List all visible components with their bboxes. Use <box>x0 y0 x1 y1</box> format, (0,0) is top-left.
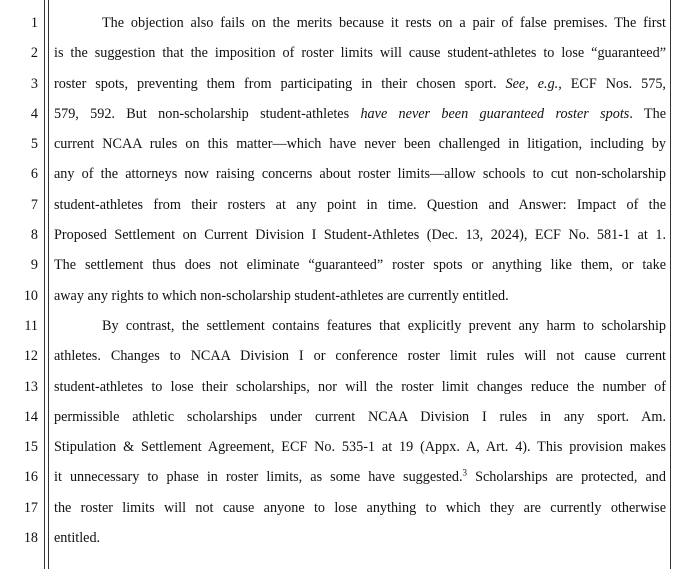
margin-rule-right <box>670 0 671 569</box>
margin-rule-left-outer <box>44 0 45 569</box>
text-line: is the suggestion that the imposition of roster limits will cause student-athletes to lose “guaranteed” <box>54 45 666 62</box>
line-number: 14 <box>23 408 38 425</box>
text-line: current NCAA rules on this matter—which have never been challenged in litigation, including by <box>54 136 666 153</box>
line-number: 4 <box>30 105 38 122</box>
line-number: 9 <box>30 257 38 274</box>
line-number: 12 <box>23 348 38 365</box>
text-line: student-athletes to lose their scholarships, nor will the roster limit changes reduce the number of <box>54 378 666 395</box>
text-line: 579, 592. But non-scholarship student-athletes have never been guaranteed roster spots. The <box>54 105 666 122</box>
text-line: Proposed Settlement on Current Division I Student-Athletes (Dec. 13, 2024), ECF No. 581-1 at 1. <box>54 227 666 244</box>
citation-signal: See, e.g. <box>505 75 559 92</box>
emphasis-text: have never been guaranteed roster spots <box>360 105 630 122</box>
text-line: any of the attorneys now raising concerns about roster limits—allow schools to cut non-scholarship <box>54 166 666 183</box>
line-number: 17 <box>23 499 38 516</box>
text-line: permissible athletic scholarships under current NCAA Division I rules in any sport. Am. <box>54 408 666 425</box>
line-number: 5 <box>30 136 38 153</box>
line-number: 13 <box>23 378 38 395</box>
line-number: 1 <box>30 15 38 31</box>
text-line: roster spots, preventing them from participating in their chosen sport. See, e.g., ECF Nos. 575, <box>54 75 666 92</box>
line-number: 15 <box>23 439 38 456</box>
line-number-column <box>0 8 40 553</box>
text-line: student-athletes from their rosters at any point in time. Question and Answer: Impact of the <box>54 196 666 213</box>
text-line: The settlement thus does not eliminate “guaranteed” roster spots or anything like them, or take <box>54 257 666 274</box>
text-line: athletes. Changes to NCAA Division I or conference roster limit rules will not cause current <box>54 348 666 365</box>
line-number: 3 <box>30 75 38 92</box>
line-number: 8 <box>30 227 38 244</box>
text-line: the roster limits will not cause anyone to lose anything to which they are currently otherwise <box>54 499 666 516</box>
line-number: 16 <box>23 469 38 486</box>
line-number: 7 <box>30 196 38 213</box>
line-number: 6 <box>30 166 38 183</box>
text-line: away any rights to which non-scholarship student-athletes are currently entitled. <box>54 287 509 304</box>
text-line: entitled. <box>54 530 101 547</box>
margin-rule-left-inner <box>48 0 49 569</box>
line-number: 11 <box>24 317 38 334</box>
line-number: 2 <box>30 45 38 62</box>
text-line: it unnecessary to phase in roster limits, as some have suggested.$^3$ Scholarships are protected, and <box>54 467 666 486</box>
line-number: 10 <box>23 287 38 304</box>
text-line: Stipulation & Settlement Agreement, ECF No. 535-1 at 19 (Appx. A, Art. 4). This provision makes <box>54 439 666 456</box>
text-line: By contrast, the settlement contains features that explicitly prevent any harm to scholarship <box>102 317 666 334</box>
text-line: The objection also fails on the merits because it rests on a pair of false premises. The first <box>102 15 666 31</box>
footnote-marker[interactable]: 3 <box>462 467 468 478</box>
body-text <box>54 8 666 553</box>
line-number: 18 <box>23 530 38 547</box>
